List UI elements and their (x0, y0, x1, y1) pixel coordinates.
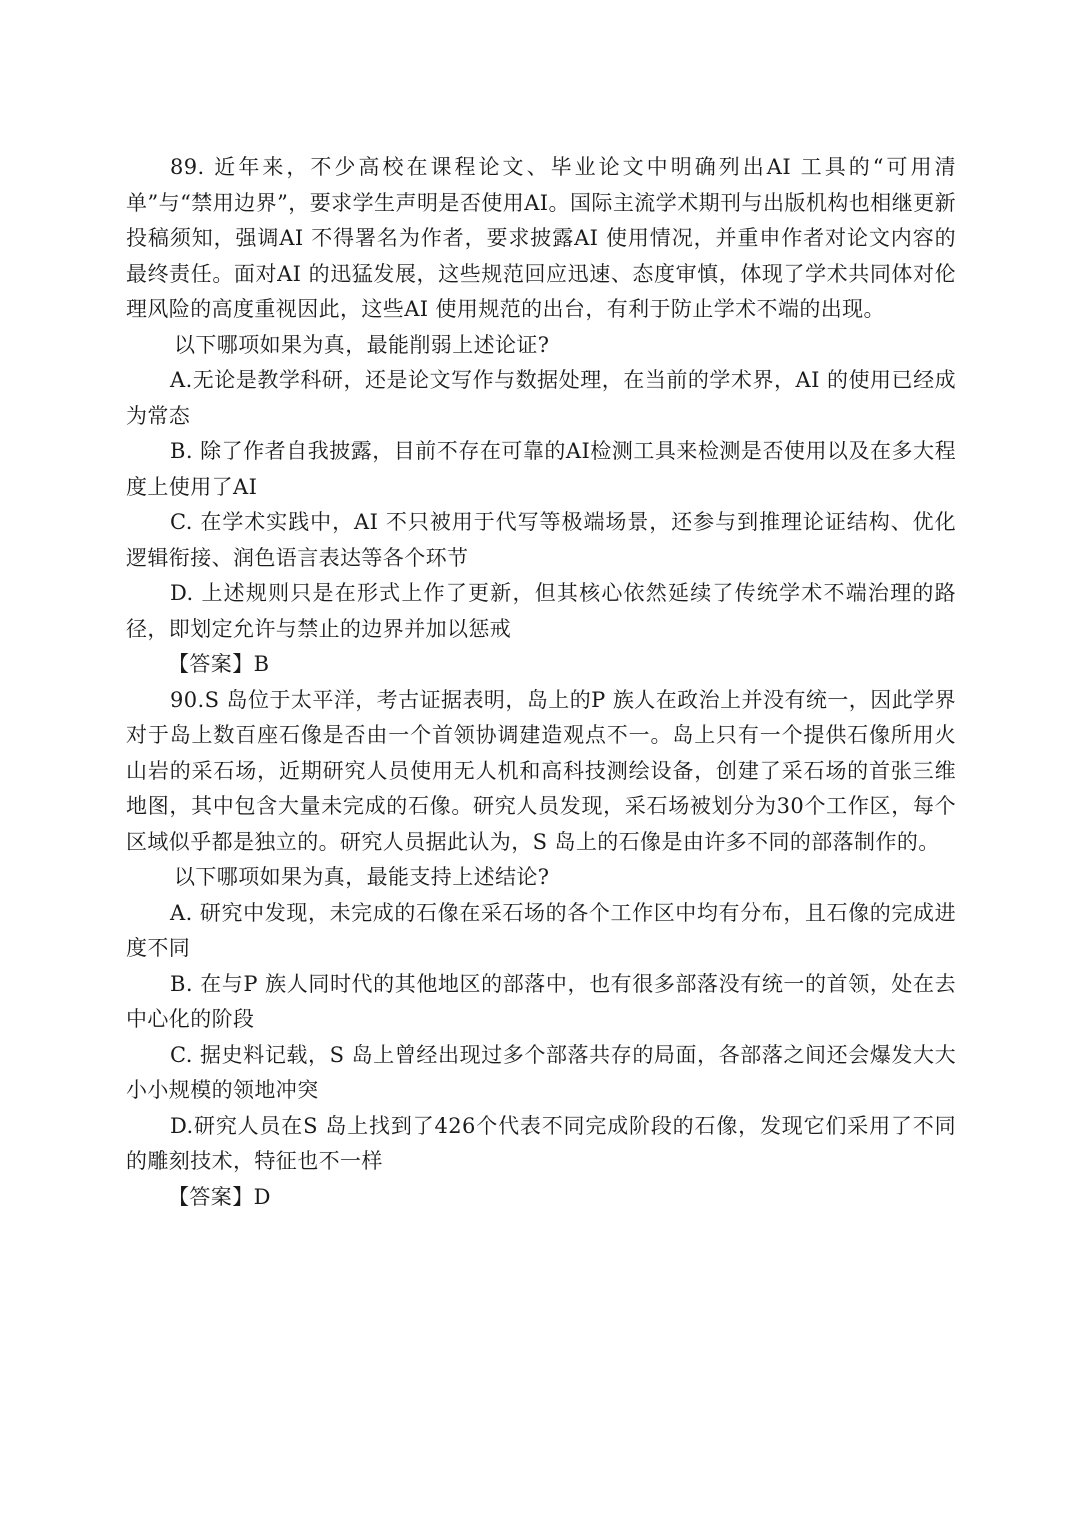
question-stem: 89. 近年来，不少高校在课程论文、毕业论文中明确列出AI 工具的“可用清单”与“禁用边界”，要求学生声明是否使用AI。国际主流学术期刊与出版机构也相继更新投稿须知，强调AI 不得署名为作者，要求披露AI 使用情况，并重申作者对论文内容的最终责任。面对AI 的迅猛发展，这些规范回应迅速、态度审慎，体现了学术共同体对伦理风险的高度重视因此，这些AI 使用规范的出台，有利于防止学术不端的出现。 (126, 155, 956, 321)
option-a: A. 研究中发现，未完成的石像在采石场的各个工作区中均有分布，且石像的完成进度不同 (126, 900, 956, 960)
question-89 (126, 150, 956, 683)
option-d: D. 上述规则只是在形式上作了更新，但其核心依然延续了传统学术不端治理的路径，即划定允许与禁止的边界并加以惩戒 (126, 581, 956, 641)
document-content (126, 150, 956, 1215)
option-b: B. 除了作者自我披露，目前不存在可靠的AI检测工具来检测是否使用以及在多大程度上使用了AI (126, 439, 956, 499)
question-90 (126, 683, 956, 1216)
answer-label: 【答案】D (168, 1184, 271, 1209)
question-prompt: 以下哪项如果为真，最能削弱上述论证? (174, 332, 550, 357)
option-b: B. 在与P 族人同时代的其他地区的部落中，也有很多部落没有统一的首领，处在去中心化的阶段 (126, 971, 956, 1031)
option-c: C. 在学术实践中，AI 不只被用于代写等极端场景，还参与到推理论证结构、优化逻辑衔接、润色语言表达等各个环节 (126, 510, 956, 570)
option-c: C. 据史料记载，S 岛上曾经出现过多个部落共存的局面，各部落之间还会爆发大大小小规模的领地冲突 (126, 1042, 956, 1102)
option-d: D.研究人员在S 岛上找到了426个代表不同完成阶段的石像，发现它们采用了不同的雕刻技术，特征也不一样 (126, 1113, 956, 1173)
question-prompt: 以下哪项如果为真，最能支持上述结论? (174, 865, 550, 889)
answer-label: 【答案】B (168, 652, 270, 676)
question-stem: 90.S 岛位于太平洋，考古证据表明，岛上的P 族人在政治上并没有统一，因此学界对于岛上数百座石像是否由一个首领协调建造观点不一。岛上只有一个提供石像所用火山岩的采石场，近期研究人员使用无人机和高科技测绘设备，创建了采石场的首张三维地图，其中包含大量未完成的石像。研究人员发现，采石场被划分为30个工作区，每个区域似乎都是独立的。研究人员据此认为，S 岛上的石像是由许多不同的部落制作的。 (126, 687, 956, 854)
option-a: A.无论是教学科研，还是论文写作与数据处理，在当前的学术界，AI 的使用已经成为常态 (126, 368, 956, 428)
